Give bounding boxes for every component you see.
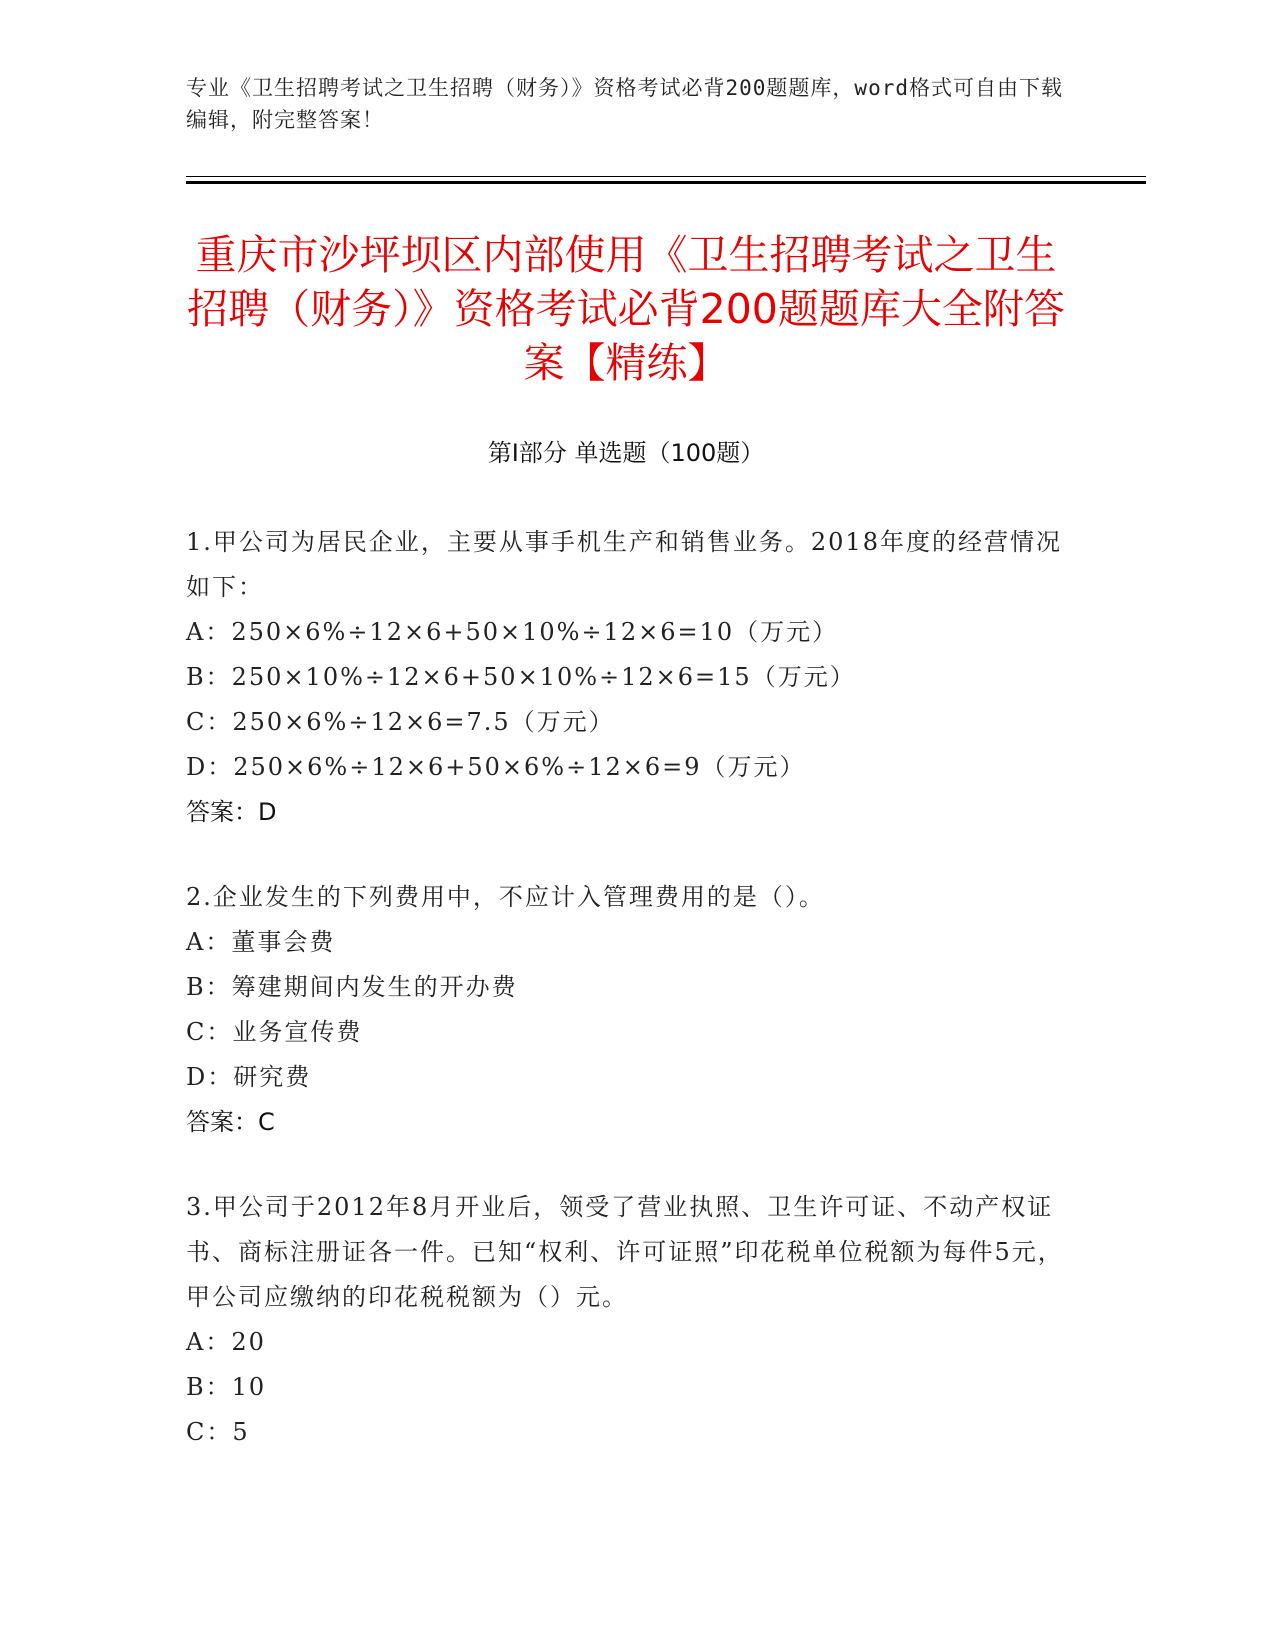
header-note: 专业《卫生招聘考试之卫生招聘（财务）》资格考试必背200题题库，word格式可自由下载编辑，附完整答案！ [186,76,1063,132]
question-text: 2.企业发生的下列费用中，不应计入管理费用的是（）。 [186,883,825,911]
option-b: B：筹建期间内发生的开办费 [186,973,518,1001]
question-item [186,875,1066,1145]
answer: 答案：D [186,798,277,826]
option-a: A：250×6%÷12×6+50×10%÷12×6=10（万元） [186,618,839,646]
option-d: D：250×6%÷12×6+50×6%÷12×6=9（万元） [186,753,806,781]
option-c: C：业务宣传费 [186,1018,363,1046]
option-a: A：董事会费 [186,928,336,956]
option-a: A：20 [186,1328,266,1356]
option-c: C：5 [186,1418,250,1446]
option-c: C：250×6%÷12×6=7.5（万元） [186,708,615,736]
question-text: 3.甲公司于2012年8月开业后，领受了营业执照、卫生许可证、不动产权证书、商标注册证各一件。已知“权利、许可证照”印花税单位税额为每件5元，甲公司应缴纳的印花税税额为（）元。 [186,1193,1064,1311]
question-list [186,520,1066,1495]
answer: 答案：C [186,1108,275,1136]
question-item [186,1185,1066,1455]
header-divider-thin [186,176,1146,177]
question-item [186,520,1066,835]
question-text: 1.甲公司为居民企业，主要从事手机生产和销售业务。2018年度的经营情况如下： [186,528,1062,601]
document-title: 重庆市沙坪坝区内部使用《卫生招聘考试之卫生招聘（财务）》资格考试必背200题题库大全附答案【精练】 [187,231,1065,387]
option-d: D：研究费 [186,1063,312,1091]
option-b: B：10 [186,1373,267,1401]
header-divider-thick [186,181,1146,184]
option-b: B：250×10%÷12×6+50×10%÷12×6=15（万元） [186,663,856,691]
section-heading: 第Ⅰ部分 单选题（100题） [487,439,765,467]
